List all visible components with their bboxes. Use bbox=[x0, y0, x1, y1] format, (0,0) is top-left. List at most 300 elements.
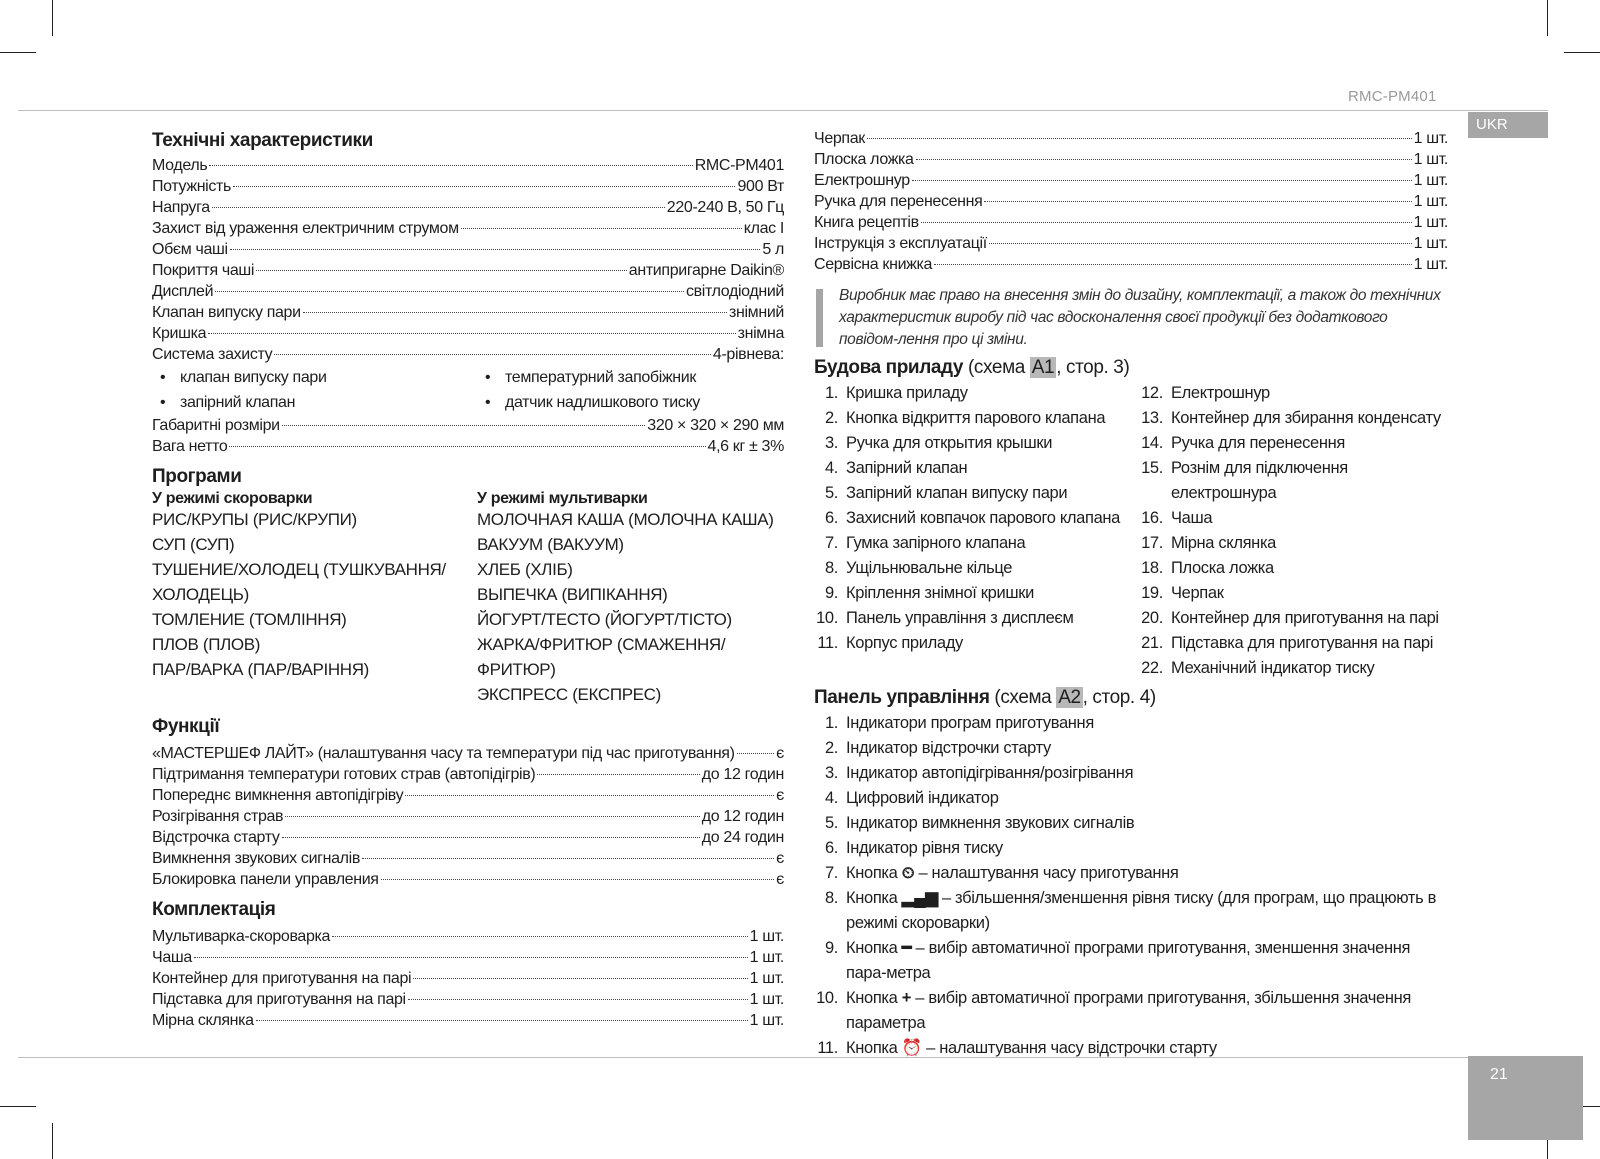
row-value: 1 шт. bbox=[1413, 193, 1448, 210]
item-text: Ручка для открытия крышки bbox=[846, 434, 1053, 452]
leader-row bbox=[814, 254, 1448, 275]
item-number: 6. bbox=[824, 509, 838, 527]
program-item: ЭКСПРЕСС (ЕКСПРЕС) bbox=[477, 685, 661, 704]
row-label: Блокировка панели управления bbox=[152, 871, 379, 888]
program-item: ХЛЕБ (ХЛІБ) bbox=[477, 560, 573, 579]
protection-item: • температурний запобіжник bbox=[477, 365, 787, 390]
program-item: МОЛОЧНАЯ КАША (МОЛОЧНА КАША) bbox=[477, 510, 774, 529]
dot-leader bbox=[916, 159, 1412, 160]
leader-row bbox=[814, 212, 1448, 233]
program-item: ХОЛОДЕЦЬ) bbox=[152, 585, 249, 604]
dot-leader bbox=[212, 207, 665, 208]
row-value: 1 шт. bbox=[1413, 214, 1448, 231]
leader-row bbox=[152, 1010, 784, 1031]
item-text: Корпус приладу bbox=[846, 634, 963, 652]
item-text: Кнопка відкриття парового клапана bbox=[846, 409, 1106, 427]
row-value: 1 шт. bbox=[1413, 172, 1448, 189]
row-label: «МАСТЕРШЕФ ЛАЙТ» (налаштування часу та температури під час приготування) bbox=[152, 745, 735, 762]
row-value: 1 шт. bbox=[1413, 151, 1448, 168]
panel-item bbox=[814, 711, 1448, 736]
dot-leader bbox=[208, 333, 735, 334]
row-value: 4,6 кг ± 3% bbox=[707, 438, 784, 455]
leader-row bbox=[814, 128, 1448, 149]
item-number: 2. bbox=[824, 739, 838, 757]
item-text: Запірний клапан bbox=[846, 459, 968, 477]
item-number: 18. bbox=[1141, 559, 1163, 577]
program-item: ЙОГУРТ/ТЕСТО (ЙОГУРТ/ТІСТО) bbox=[477, 610, 732, 629]
item-text: Плоска ложка bbox=[1171, 559, 1274, 577]
model-tag: RMC-PM401 bbox=[1348, 88, 1437, 105]
item-number: 12. bbox=[1141, 384, 1163, 402]
protection-list bbox=[152, 365, 784, 415]
item-text-post: – налаштування часу відстрочки старту bbox=[921, 1039, 1217, 1057]
structure-item bbox=[814, 606, 1139, 631]
leader-row bbox=[152, 197, 784, 218]
item-text: Захисний ковпачок парового клапана bbox=[846, 509, 1121, 527]
protection-item: • датчик надлишкового тиску bbox=[477, 390, 787, 415]
leader-row bbox=[152, 323, 784, 344]
item-number: 14. bbox=[1141, 434, 1163, 452]
item-number: 2. bbox=[824, 409, 838, 427]
dot-leader bbox=[256, 270, 627, 271]
structure-item bbox=[814, 381, 1139, 406]
pressure-mode-heading: У режимі скороварки bbox=[152, 490, 313, 507]
panel-ref-pre: (схема bbox=[989, 687, 1057, 708]
structure-list bbox=[814, 381, 1448, 681]
item-text-pre: Кнопка bbox=[846, 939, 902, 957]
structure-item bbox=[1139, 581, 1449, 606]
item-text: Кріплення знімної кришки bbox=[846, 584, 1034, 602]
structure-item bbox=[814, 556, 1139, 581]
item-text-post: – налаштування часу приготування bbox=[914, 864, 1179, 882]
item-number: 6. bbox=[824, 839, 838, 857]
row-label: Система захисту bbox=[152, 346, 273, 363]
crop-mark bbox=[52, 1123, 53, 1159]
item-text bbox=[846, 936, 1448, 986]
item-text: Підставка для приготування на парі bbox=[1171, 634, 1434, 652]
functions-title: Функції bbox=[152, 716, 220, 737]
item-text: Ущільнювальне кільце bbox=[846, 559, 1013, 577]
item-number: 21. bbox=[1141, 634, 1163, 652]
item-text bbox=[846, 861, 1448, 886]
pressure-programs bbox=[152, 490, 477, 707]
item-text: Контейнер для приготування на парі bbox=[1171, 609, 1439, 627]
protection-item: • клапан випуску пари bbox=[152, 365, 477, 390]
row-value: 1 шт. bbox=[749, 970, 784, 987]
dot-leader bbox=[413, 978, 747, 979]
row-value: 1 шт. bbox=[749, 991, 784, 1008]
dot-leader bbox=[867, 138, 1412, 139]
structure-item bbox=[814, 531, 1139, 556]
item-text: Гумка запірного клапана bbox=[846, 534, 1026, 552]
structure-item bbox=[1139, 406, 1449, 431]
row-label: Кришка bbox=[152, 325, 207, 342]
item-text-pre: Кнопка bbox=[846, 989, 902, 1007]
dot-leader bbox=[989, 243, 1412, 244]
leader-row bbox=[152, 785, 784, 806]
scheme-ref-a1: A1 bbox=[1031, 357, 1055, 378]
item-text bbox=[846, 786, 1448, 811]
row-label: Електрошнур bbox=[814, 172, 910, 189]
leader-row bbox=[152, 436, 784, 457]
row-value: світлодіодний bbox=[685, 283, 784, 300]
dot-leader bbox=[362, 858, 774, 859]
item-text: Запірний клапан випуску пари bbox=[846, 484, 1068, 502]
panel-item bbox=[814, 886, 1448, 936]
row-label: Розігрівання страв bbox=[152, 808, 284, 825]
language-tab: UKR bbox=[1468, 112, 1548, 138]
row-value: 900 Вт bbox=[737, 178, 784, 195]
minus-icon: ━ bbox=[901, 939, 912, 957]
item-text-pre: Кнопка bbox=[846, 1039, 902, 1057]
kit-list bbox=[152, 926, 784, 1031]
item-number: 15. bbox=[1141, 459, 1163, 477]
row-value: 320 × 320 × 290 мм bbox=[647, 417, 784, 434]
protection-item: • запірний клапан bbox=[152, 390, 477, 415]
item-text bbox=[846, 1036, 1448, 1061]
leader-row bbox=[152, 260, 784, 281]
panel-item bbox=[814, 761, 1448, 786]
item-number: 7. bbox=[824, 534, 838, 552]
leader-row bbox=[152, 764, 784, 785]
item-text bbox=[846, 736, 1448, 761]
item-text: Контейнер для збирання конденсату bbox=[1171, 409, 1441, 427]
structure-item bbox=[814, 431, 1139, 456]
item-text-pre: Кнопка bbox=[846, 864, 902, 882]
row-value: є bbox=[776, 745, 784, 762]
row-label: Чаша bbox=[152, 949, 192, 966]
item-text: Кришка приладу bbox=[846, 384, 968, 402]
program-item: РИС/КРУПЫ (РИС/КРУПИ) bbox=[152, 510, 357, 529]
row-label: Мультиварка-скороварка bbox=[152, 928, 331, 945]
row-label: Відстрочка старту bbox=[152, 829, 280, 846]
leader-row bbox=[152, 848, 784, 869]
panel-item bbox=[814, 1036, 1448, 1061]
row-label: Дисплей bbox=[152, 283, 214, 300]
program-item: ТОМЛЕНИЕ (ТОМЛІННЯ) bbox=[152, 610, 347, 629]
item-text bbox=[846, 836, 1448, 861]
item-number: 17. bbox=[1141, 534, 1163, 552]
disclaimer-note bbox=[814, 285, 1448, 351]
dot-leader bbox=[303, 312, 727, 313]
panel-title bbox=[814, 685, 1448, 711]
item-number: 3. bbox=[824, 764, 838, 782]
dot-leader bbox=[332, 936, 747, 937]
item-text bbox=[846, 811, 1448, 836]
structure-item bbox=[814, 506, 1139, 531]
leader-row bbox=[152, 415, 784, 436]
leader-row bbox=[152, 968, 784, 989]
row-value: клас I bbox=[743, 220, 784, 237]
note-text: Виробник має право на внесення змін до дизайну, комплектації, а також до технічних характеристик виробу під час вдосконалення своєї продукції без додаткового повідом-лення про ці зміни. bbox=[839, 287, 1441, 348]
item-text: Ручка для перенесення bbox=[1171, 434, 1345, 452]
item-number: 3. bbox=[824, 434, 838, 452]
item-text-pre: Кнопка bbox=[846, 889, 902, 907]
item-number: 11. bbox=[817, 1039, 838, 1057]
dot-leader bbox=[537, 774, 699, 775]
row-value: до 24 годин bbox=[701, 829, 784, 846]
multicooker-mode-heading: У режимі мультиварки bbox=[477, 490, 648, 507]
dot-leader bbox=[194, 957, 748, 958]
dot-leader bbox=[921, 222, 1412, 223]
leader-row bbox=[152, 281, 784, 302]
structure-item bbox=[814, 406, 1139, 431]
structure-ref-post: , стор. 3) bbox=[1056, 357, 1130, 378]
item-number: 13. bbox=[1141, 409, 1163, 427]
panel-item bbox=[814, 736, 1448, 761]
row-value: 1 шт. bbox=[1413, 256, 1448, 273]
leader-row bbox=[152, 239, 784, 260]
leader-row bbox=[152, 869, 784, 890]
specs-list-2 bbox=[152, 415, 784, 457]
leader-row bbox=[814, 149, 1448, 170]
crop-mark bbox=[1547, 0, 1548, 36]
row-label: Підтримання температури готових страв (автопідігрів) bbox=[152, 766, 536, 783]
row-label: Вимкнення звукових сигналів bbox=[152, 850, 361, 867]
left-column bbox=[152, 128, 784, 1031]
leader-row bbox=[152, 344, 784, 365]
item-text: Панель управління з дисплеєм bbox=[846, 609, 1074, 627]
row-label: Покриття чаші bbox=[152, 262, 255, 279]
item-text bbox=[846, 761, 1448, 786]
note-bar bbox=[816, 289, 823, 347]
row-label: Ручка для перенесення bbox=[814, 193, 983, 210]
row-value: є bbox=[776, 850, 784, 867]
row-label: Мірна склянка bbox=[152, 1012, 254, 1029]
dot-leader bbox=[282, 425, 646, 426]
panel-item bbox=[814, 786, 1448, 811]
row-value: 5 л bbox=[762, 241, 784, 258]
item-number: 4. bbox=[824, 789, 838, 807]
dot-leader bbox=[229, 446, 705, 447]
panel-title-text: Панель управління bbox=[814, 687, 990, 708]
structure-item bbox=[1139, 606, 1449, 631]
item-text: Механічний індикатор тиску bbox=[1171, 659, 1375, 677]
specs-title: Технічні характеристики bbox=[152, 130, 373, 151]
row-label: Обєм чаші bbox=[152, 241, 228, 258]
leader-row bbox=[152, 302, 784, 323]
dot-leader bbox=[215, 291, 684, 292]
program-item: ПЛОВ (ПЛОВ) bbox=[152, 635, 261, 654]
row-value: антипригарне Daikin® bbox=[628, 262, 784, 279]
kit-title: Комплектація bbox=[152, 899, 276, 920]
panel-item bbox=[814, 936, 1448, 986]
item-number: 9. bbox=[824, 939, 838, 957]
row-label: Інструкція з експлуатації bbox=[814, 235, 987, 252]
crop-mark bbox=[0, 52, 36, 53]
item-text bbox=[846, 886, 1448, 936]
leader-row bbox=[152, 176, 784, 197]
multicooker-programs bbox=[477, 490, 787, 707]
row-value: є bbox=[776, 871, 784, 888]
dot-leader bbox=[461, 228, 742, 229]
leader-row bbox=[152, 218, 784, 239]
panel-item bbox=[814, 811, 1448, 836]
item-number: 10. bbox=[816, 989, 838, 1007]
structure-item bbox=[1139, 381, 1449, 406]
structure-item bbox=[814, 456, 1139, 481]
leader-row bbox=[814, 233, 1448, 254]
program-item: ЖАРКА/ФРИТЮР (СМАЖЕННЯ/ФРИТЮР) bbox=[477, 635, 726, 679]
program-item: СУП (СУП) bbox=[152, 535, 235, 554]
item-number: 1. bbox=[824, 714, 838, 732]
crop-mark bbox=[0, 1106, 36, 1107]
structure-item bbox=[814, 581, 1139, 606]
row-value: 1 шт. bbox=[749, 928, 784, 945]
leader-row bbox=[152, 827, 784, 848]
dot-leader bbox=[230, 249, 761, 250]
item-number: 10. bbox=[816, 609, 838, 627]
scheme-ref-a2: A2 bbox=[1058, 687, 1081, 708]
dot-leader bbox=[285, 816, 700, 817]
item-number: 22. bbox=[1141, 659, 1163, 677]
dot-leader bbox=[934, 264, 1411, 265]
row-value: 1 шт. bbox=[1413, 130, 1448, 147]
dot-leader bbox=[233, 186, 735, 187]
row-value: 1 шт. bbox=[1413, 235, 1448, 252]
item-text-pre: Індикатор рівня тиску bbox=[846, 839, 1003, 857]
dot-leader bbox=[256, 1020, 748, 1021]
item-text: Електрошнур bbox=[1171, 384, 1270, 402]
item-text-pre: Цифровий індикатор bbox=[846, 789, 999, 807]
program-item: ВЫПЕЧКА (ВИПІКАННЯ) bbox=[477, 585, 668, 604]
item-text: Мірна склянка bbox=[1171, 534, 1276, 552]
structure-item bbox=[1139, 656, 1449, 681]
dot-leader bbox=[408, 999, 748, 1000]
dot-leader bbox=[984, 201, 1411, 202]
kit-list-continued bbox=[814, 128, 1448, 275]
right-column bbox=[814, 128, 1448, 1061]
structure-item bbox=[814, 631, 1139, 656]
item-number: 8. bbox=[824, 559, 838, 577]
row-label: Напруга bbox=[152, 199, 210, 216]
structure-ref-pre: (схема bbox=[963, 357, 1030, 378]
dot-leader bbox=[737, 753, 775, 754]
row-label: Габаритні розміри bbox=[152, 417, 280, 434]
specs-list bbox=[152, 155, 784, 365]
row-label: Захист від ураження електричним струмом bbox=[152, 220, 459, 237]
item-text: Рознім для підключення електрошнура bbox=[1171, 459, 1348, 502]
row-value: є bbox=[776, 787, 784, 804]
dot-leader bbox=[381, 879, 775, 880]
structure-title-text: Будова приладу bbox=[814, 357, 964, 378]
row-label: Плоска ложка bbox=[814, 151, 914, 168]
dot-leader bbox=[274, 354, 711, 355]
item-number: 1. bbox=[824, 384, 838, 402]
leader-row bbox=[152, 926, 784, 947]
row-value: знімний bbox=[729, 304, 784, 321]
pressure-level-icon: ▂▄▆ bbox=[901, 889, 938, 907]
item-number: 5. bbox=[824, 484, 838, 502]
row-value: знімна bbox=[737, 325, 784, 342]
item-text-pre: Індикатор відстрочки старту bbox=[846, 739, 1051, 757]
item-text: Чаша bbox=[1171, 509, 1213, 527]
panel-item bbox=[814, 986, 1448, 1036]
row-value: до 12 годин bbox=[701, 766, 784, 783]
functions-list bbox=[152, 743, 784, 890]
row-label: Попереднє вимкнення автопідігріву bbox=[152, 787, 404, 804]
structure-item bbox=[1139, 506, 1449, 531]
row-label: Книга рецептів bbox=[814, 214, 919, 231]
leader-row bbox=[152, 155, 784, 176]
dot-leader bbox=[912, 180, 1412, 181]
item-text-pre: Індикатор вимкнення звукових сигналів bbox=[846, 814, 1135, 832]
item-number: 16. bbox=[1141, 509, 1163, 527]
structure-item bbox=[1139, 531, 1449, 556]
leader-row bbox=[152, 806, 784, 827]
row-label: Підставка для приготування на парі bbox=[152, 991, 406, 1008]
dot-leader bbox=[282, 837, 700, 838]
item-text-pre: Індикатори програм приготування bbox=[846, 714, 1094, 732]
item-number: 8. bbox=[824, 889, 838, 907]
leader-row bbox=[152, 947, 784, 968]
programs-title: Програми bbox=[152, 466, 242, 487]
structure-item bbox=[1139, 631, 1449, 656]
row-label: Модель bbox=[152, 157, 208, 174]
item-number: 9. bbox=[824, 584, 838, 602]
leader-row bbox=[152, 989, 784, 1010]
panel-list bbox=[814, 711, 1448, 1061]
row-value: 4-рівнева: bbox=[712, 346, 784, 363]
item-text-post: – збільшення/зменшення рівня тиску (для програм, що працюють в режимі скороварки) bbox=[846, 889, 1437, 932]
panel-item bbox=[814, 861, 1448, 886]
item-number: 4. bbox=[824, 459, 838, 477]
leader-row bbox=[814, 170, 1448, 191]
structure-item bbox=[1139, 556, 1449, 581]
row-value: RMC-PM401 bbox=[694, 157, 784, 174]
crop-mark bbox=[52, 0, 53, 36]
dot-leader bbox=[405, 795, 774, 796]
item-number: 19. bbox=[1141, 584, 1163, 602]
crop-mark bbox=[1564, 52, 1600, 53]
item-number: 11. bbox=[817, 634, 838, 652]
program-item: ВАКУУМ (ВАКУУМ) bbox=[477, 535, 624, 554]
structure-title bbox=[814, 355, 1448, 381]
leader-row bbox=[814, 191, 1448, 212]
panel-ref-post: , стор. 4) bbox=[1082, 687, 1156, 708]
program-item: ТУШЕНИЕ/ХОЛОДЕЦ (ТУШКУВАННЯ/ bbox=[152, 560, 446, 579]
item-number: 5. bbox=[824, 814, 838, 832]
plus-icon: + bbox=[901, 989, 912, 1007]
program-item: ПАР/ВАРКА (ПАР/ВАРІННЯ) bbox=[152, 660, 369, 679]
row-value: 1 шт. bbox=[749, 949, 784, 966]
item-text-pre: Індикатор автопідігрівання/розігрівання bbox=[846, 764, 1134, 782]
structure-item bbox=[1139, 431, 1449, 456]
leader-row bbox=[152, 743, 784, 764]
row-value: до 12 годин bbox=[701, 808, 784, 825]
row-label: Сервісна книжка bbox=[814, 256, 933, 273]
row-label: Вага нетто bbox=[152, 438, 228, 455]
row-label: Потужність bbox=[152, 178, 231, 195]
item-text: Черпак bbox=[1171, 584, 1224, 602]
item-text bbox=[846, 711, 1448, 736]
item-text bbox=[846, 986, 1448, 1036]
item-text-post: – вибір автоматичної програми приготування, зменшення значення пара-метра bbox=[846, 939, 1411, 982]
structure-item bbox=[1139, 456, 1449, 506]
row-value: 220-240 В, 50 Гц bbox=[666, 199, 784, 216]
row-label: Клапан випуску пари bbox=[152, 304, 301, 321]
timer-icon: ⏲ bbox=[901, 864, 915, 882]
row-value: 1 шт. bbox=[749, 1012, 784, 1029]
structure-item bbox=[814, 481, 1139, 506]
row-label: Контейнер для приготування на парі bbox=[152, 970, 412, 987]
item-number: 7. bbox=[824, 864, 838, 882]
row-label: Черпак bbox=[814, 130, 865, 147]
item-number: 20. bbox=[1141, 609, 1163, 627]
page-number: 21 bbox=[1468, 1056, 1583, 1140]
alarm-clock-icon: ⏰ bbox=[901, 1039, 922, 1057]
dot-leader bbox=[209, 165, 692, 166]
